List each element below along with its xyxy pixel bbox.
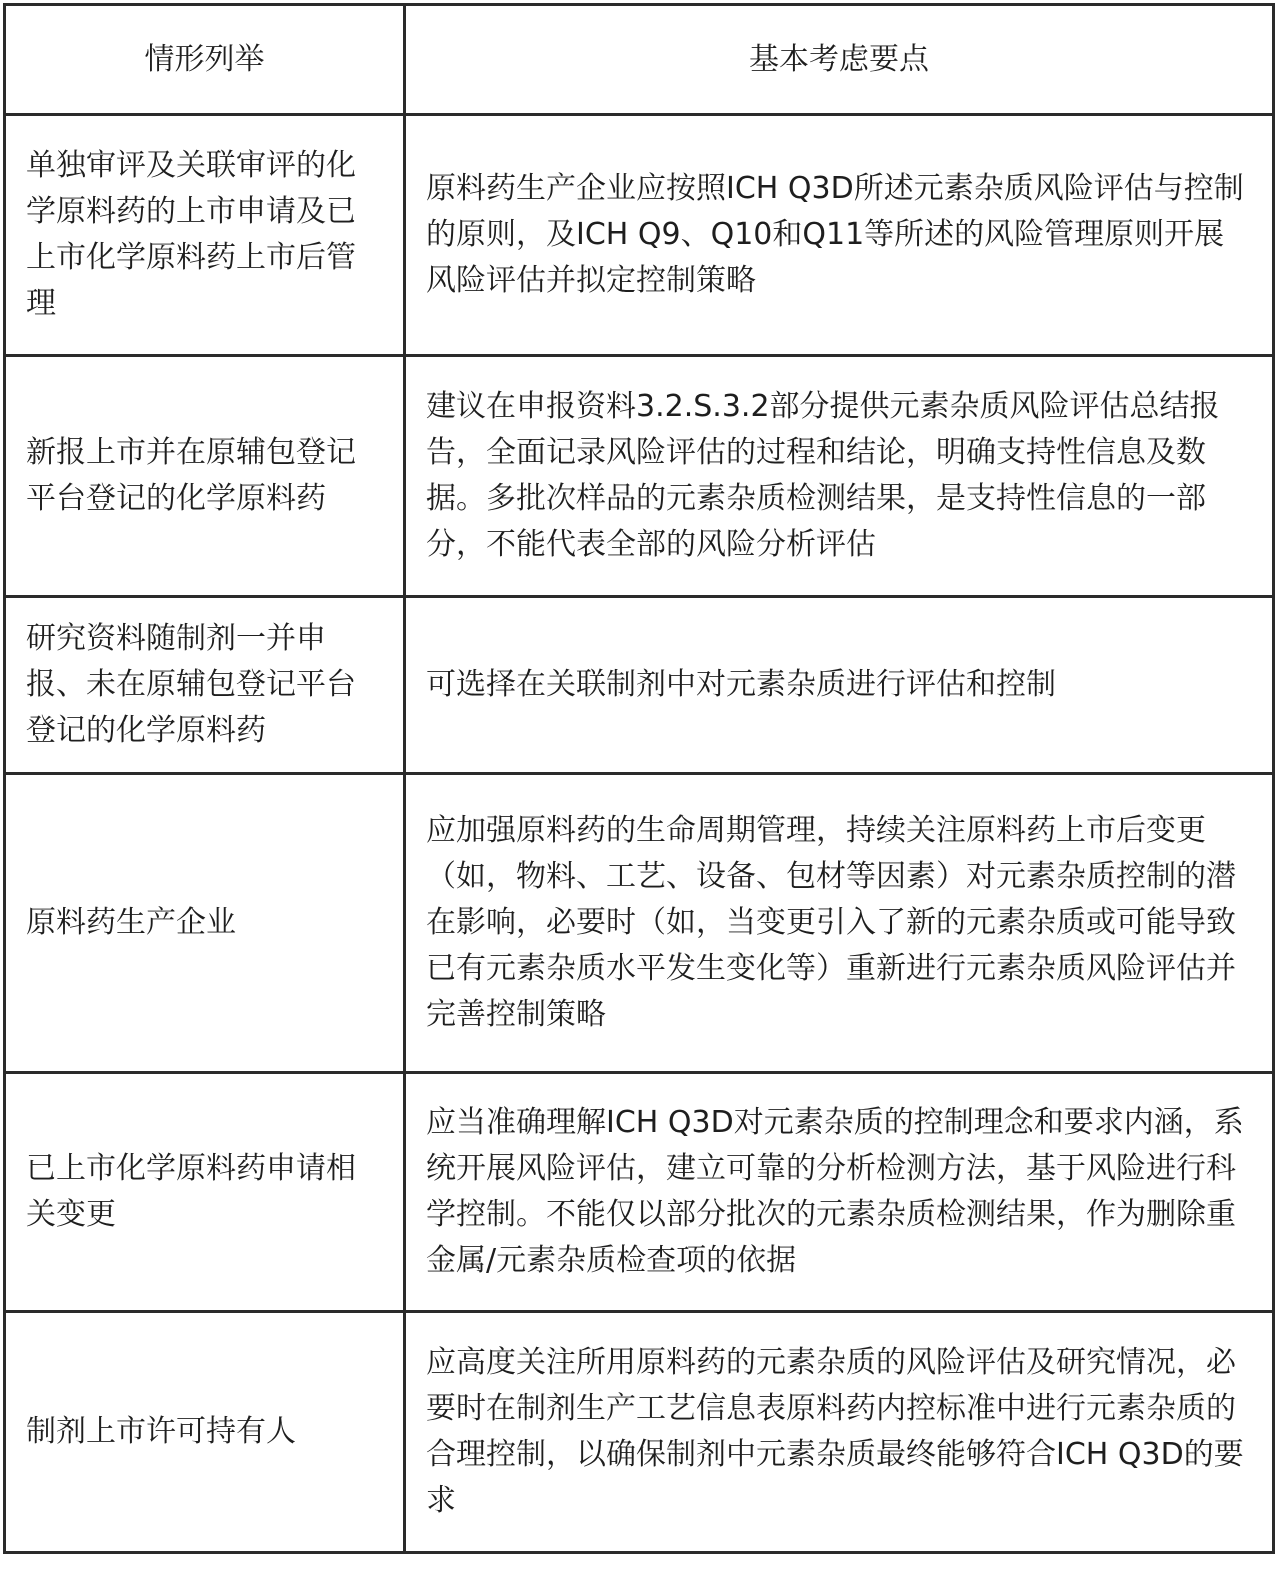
header-key-points: 基本考虑要点 [405, 5, 1274, 115]
requirements-table [3, 3, 1275, 1554]
key-points-cell: 建议在申报资料3.2.S.3.2部分提供元素杂质风险评估总结报告，全面记录风险评估的过程和结论，明确支持性信息及数据。多批次样品的元素杂质检测结果，是支持性信息的一部分，不能代表全部的风险分析评估 [405, 356, 1274, 597]
situation-cell: 制剂上市许可持有人 [5, 1312, 405, 1553]
situation-cell: 已上市化学原料药申请相关变更 [5, 1073, 405, 1312]
key-points-cell: 应加强原料药的生命周期管理，持续关注原料药上市后变更（如，物料、工艺、设备、包材等因素）对元素杂质控制的潜在影响，必要时（如，当变更引入了新的元素杂质或可能导致已有元素杂质水平发生变化等）重新进行元素杂质风险评估并完善控制策略 [405, 774, 1274, 1073]
table-row [5, 597, 1274, 774]
header-situations: 情形列举 [5, 5, 405, 115]
situation-cell: 单独审评及关联审评的化学原料药的上市申请及已上市化学原料药上市后管理 [5, 115, 405, 356]
table-row [5, 1312, 1274, 1553]
table-row [5, 774, 1274, 1073]
situation-cell: 新报上市并在原辅包登记平台登记的化学原料药 [5, 356, 405, 597]
table-row [5, 356, 1274, 597]
table-row [5, 115, 1274, 356]
key-points-cell: 应高度关注所用原料药的元素杂质的风险评估及研究情况，必要时在制剂生产工艺信息表原料药内控标准中进行元素杂质的合理控制，以确保制剂中元素杂质最终能够符合ICH Q3D的要求 [405, 1312, 1274, 1553]
table-header-row [5, 5, 1274, 115]
table-row [5, 1073, 1274, 1312]
situation-cell: 研究资料随制剂一并申报、未在原辅包登记平台登记的化学原料药 [5, 597, 405, 774]
key-points-cell: 应当准确理解ICH Q3D对元素杂质的控制理念和要求内涵，系统开展风险评估，建立可靠的分析检测方法，基于风险进行科学控制。不能仅以部分批次的元素杂质检测结果，作为删除重金属/元素杂质检查项的依据 [405, 1073, 1274, 1312]
key-points-cell: 可选择在关联制剂中对元素杂质进行评估和控制 [405, 597, 1274, 774]
situation-cell: 原料药生产企业 [5, 774, 405, 1073]
key-points-cell: 原料药生产企业应按照ICH Q3D所述元素杂质风险评估与控制的原则，及ICH Q9、Q10和Q11等所述的风险管理原则开展风险评估并拟定控制策略 [405, 115, 1274, 356]
